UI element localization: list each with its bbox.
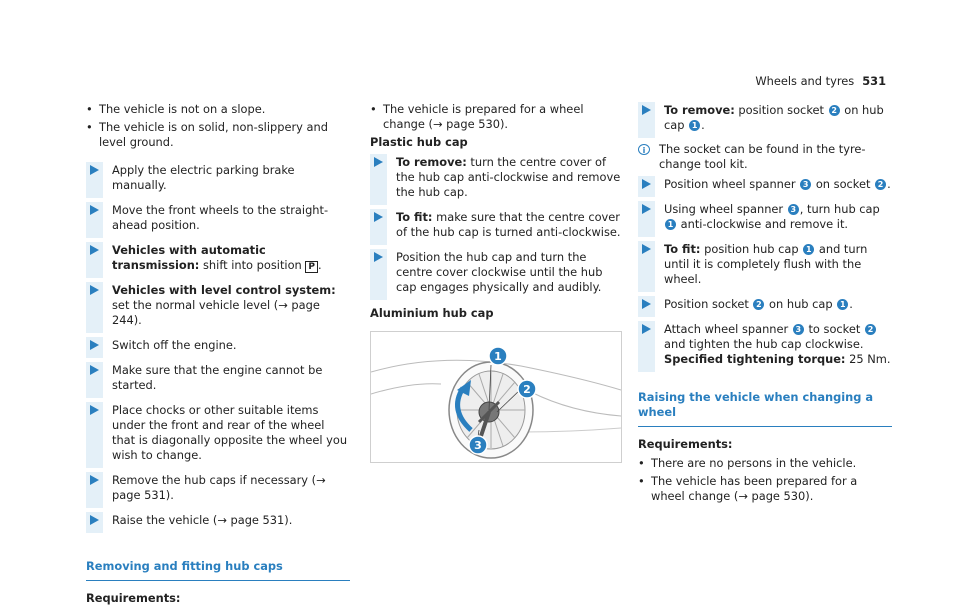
step: To remove: turn the centre cover of the hub cap anti-clockwise and remove the hub cap. xyxy=(370,154,622,205)
note: i The socket can be found in the tyre-change tool kit. xyxy=(638,142,892,172)
step: Vehicles with level control system: set the normal vehicle level (→ page 244). xyxy=(86,282,350,333)
step-arrow-icon xyxy=(90,365,99,375)
step-arrow-icon xyxy=(90,475,99,485)
requirement-bullet: • There are no persons in the vehicle. xyxy=(638,456,892,471)
step: Vehicles with automatic transmission: shift into position P . xyxy=(86,242,350,278)
requirements-heading: Requirements: xyxy=(638,437,733,451)
step: Position socket 2 on hub cap 1 . xyxy=(638,296,892,317)
step: Make sure that the engine cannot be started. xyxy=(86,362,350,398)
callout-badge: 2 xyxy=(875,179,886,190)
step: To fit: position hub cap 1 and turn until it is completely flush with the wheel. xyxy=(638,241,892,292)
callout-badge: 2 xyxy=(753,299,764,310)
callout-badge: 3 xyxy=(800,179,811,190)
column-3 xyxy=(638,102,892,507)
requirements-heading: Requirements: xyxy=(86,591,181,605)
callout-label-3: 3 xyxy=(474,439,482,452)
column-2 xyxy=(370,102,622,463)
step: Position the hub cap and turn the centre cover clockwise until the hub cap engages physically and audibly. xyxy=(370,249,622,300)
step-arrow-icon xyxy=(642,179,651,189)
callout-badge: 2 xyxy=(829,105,840,116)
requirement-bullet: • The vehicle is prepared for a wheel change (→ page 530). xyxy=(370,102,622,132)
running-header xyxy=(755,74,886,89)
step-arrow-icon xyxy=(90,165,99,175)
step-arrow-icon xyxy=(642,299,651,309)
step: To remove: position socket 2 on hub cap 1 . xyxy=(638,102,892,138)
callout-badge: 1 xyxy=(803,244,814,255)
gear-p-icon: P xyxy=(305,261,318,273)
step: Switch off the engine. xyxy=(86,337,350,358)
hub-cap-illustration xyxy=(370,331,622,463)
callout-badge: 3 xyxy=(793,324,804,335)
step-arrow-icon xyxy=(642,204,651,214)
callout-badge: 1 xyxy=(837,299,848,310)
callout-badge: 2 xyxy=(865,324,876,335)
step-arrow-icon xyxy=(90,515,99,525)
step-arrow-icon xyxy=(642,244,651,254)
section-title: Raising the vehicle when changing a wheel xyxy=(638,390,892,427)
header-section: Wheels and tyres xyxy=(755,74,855,88)
callout-label-1: 1 xyxy=(494,350,502,363)
step-arrow-icon xyxy=(374,212,383,222)
wheel-illustration xyxy=(371,332,621,462)
page-number: 531 xyxy=(862,74,886,88)
step-arrow-icon xyxy=(90,245,99,255)
callout-label-2: 2 xyxy=(523,383,531,396)
step-arrow-icon xyxy=(642,324,651,334)
step: Position wheel spanner 3 on socket 2 . xyxy=(638,176,892,197)
step-arrow-icon xyxy=(90,285,99,295)
subheading-aluminium: Aluminium hub cap xyxy=(370,306,494,320)
requirement-bullet: • The vehicle is on solid, non-slippery and level ground. xyxy=(86,120,350,150)
step-arrow-icon xyxy=(642,105,651,115)
column-1 xyxy=(86,102,350,610)
step-arrow-icon xyxy=(90,340,99,350)
step: Place chocks or other suitable items under the front and rear of the wheel that is diagonally opposite the wheel you wish to change. xyxy=(86,402,350,468)
requirement-bullet: • The vehicle has been prepared for a wheel change (→ page 530). xyxy=(638,474,892,504)
subheading-plastic: Plastic hub cap xyxy=(370,135,468,149)
step: Attach wheel spanner 3 to socket 2 and tighten the hub cap clockwise. Specified tightening torque: 25 Nm. xyxy=(638,321,892,372)
section-title: Removing and fitting hub caps xyxy=(86,559,350,581)
callout-badge: 3 xyxy=(788,204,799,215)
step: Using wheel spanner 3 , turn hub cap 1 anti-clockwise and remove it. xyxy=(638,201,892,237)
step: Remove the hub caps if necessary (→ page 531). xyxy=(86,472,350,508)
step: To fit: make sure that the centre cover of the hub cap is turned anti-clockwise. xyxy=(370,209,622,245)
step-arrow-icon xyxy=(374,157,383,167)
step-arrow-icon xyxy=(374,252,383,262)
callout-badge: 1 xyxy=(665,219,676,230)
step: Raise the vehicle (→ page 531). xyxy=(86,512,350,533)
step-arrow-icon xyxy=(90,205,99,215)
requirement-bullet: • The vehicle is not on a slope. xyxy=(86,102,350,117)
callout-badge: 1 xyxy=(689,120,700,131)
step: Move the front wheels to the straight-ahead position. xyxy=(86,202,350,238)
step: Apply the electric parking brake manually. xyxy=(86,162,350,198)
info-icon: i xyxy=(638,144,650,155)
step-arrow-icon xyxy=(90,405,99,415)
